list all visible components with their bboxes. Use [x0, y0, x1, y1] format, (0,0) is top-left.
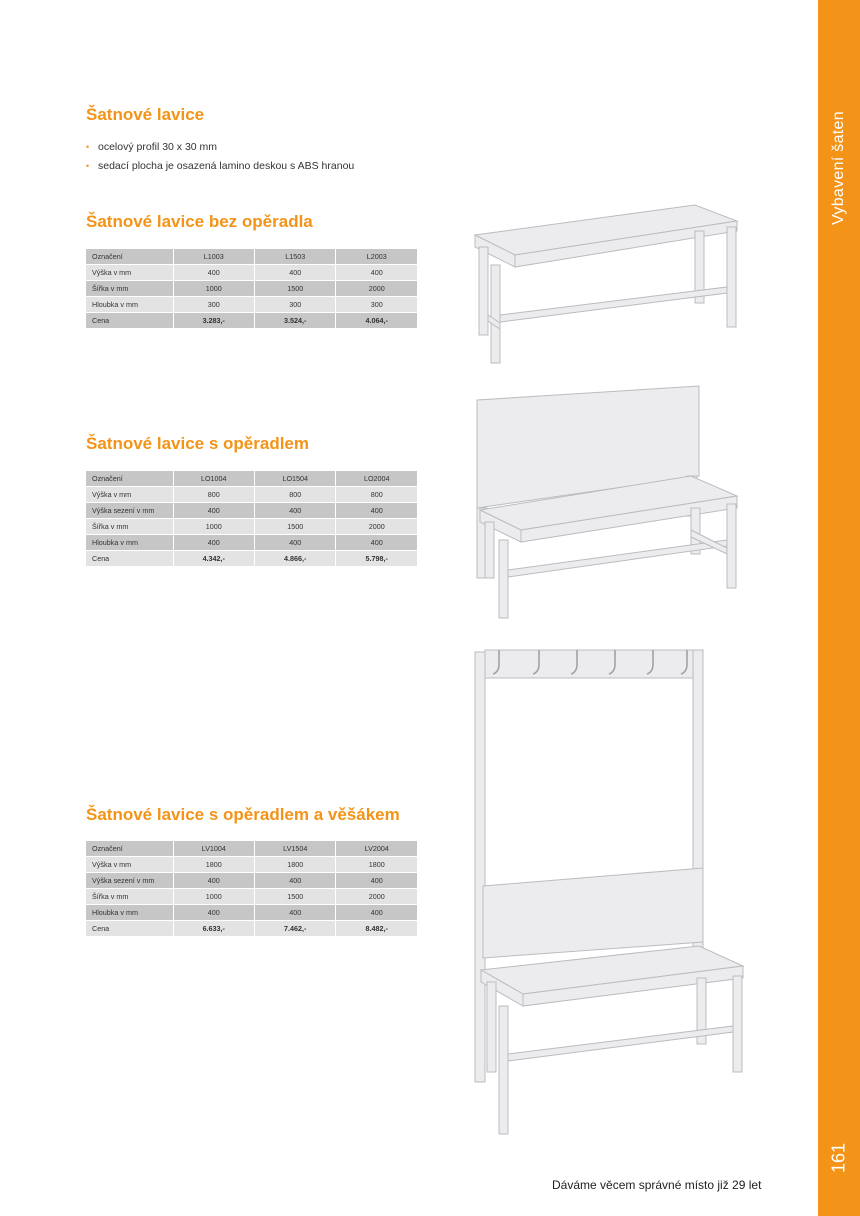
cell: LO2004	[336, 471, 418, 487]
product-title: Šatnové lavice s opěradlem	[86, 434, 309, 453]
bullet-icon: •	[86, 142, 90, 152]
cell: 400	[174, 503, 255, 519]
price-cell: 3.524,-	[255, 313, 336, 329]
cell: LV1504	[255, 841, 336, 857]
row-label: Výška v mm	[86, 487, 174, 503]
cell: LO1004	[174, 471, 255, 487]
bench-with-hanger-image	[465, 640, 750, 1140]
price-cell: 4.342,-	[174, 551, 255, 567]
row-label: Šířka v mm	[86, 519, 174, 535]
row-label: Cena	[86, 313, 174, 329]
table-row	[86, 281, 418, 297]
cell: 1800	[255, 857, 336, 873]
table-row	[86, 857, 418, 873]
cell: 1000	[174, 519, 255, 535]
price-cell: 5.798,-	[336, 551, 418, 567]
cell: 2000	[336, 281, 418, 297]
table-row	[86, 297, 418, 313]
table-row	[86, 551, 418, 567]
feature-item	[86, 138, 354, 157]
cell: 1500	[255, 519, 336, 535]
cell: L1503	[255, 249, 336, 265]
row-label: Výška sezení v mm	[86, 503, 174, 519]
row-label: Označení	[86, 471, 174, 487]
cell: 1000	[174, 889, 255, 905]
cell: 400	[174, 535, 255, 551]
feature-item	[86, 157, 354, 176]
row-label: Hloubka v mm	[86, 535, 174, 551]
table-row	[86, 503, 418, 519]
row-label: Označení	[86, 841, 174, 857]
table-row	[86, 265, 418, 281]
price-cell: 7.462,-	[255, 921, 336, 937]
row-label: Výška v mm	[86, 265, 174, 281]
cell: 800	[336, 487, 418, 503]
price-cell: 6.633,-	[174, 921, 255, 937]
section-title: Vybavení šaten	[830, 111, 847, 225]
cell: 2000	[336, 519, 418, 535]
row-label: Označení	[86, 249, 174, 265]
cell: 1800	[174, 857, 255, 873]
price-cell: 4.064,-	[336, 313, 418, 329]
feature-text: ocelový profil 30 x 30 mm	[98, 141, 218, 153]
product-title: Šatnové lavice bez opěradla	[86, 212, 313, 231]
table-row	[86, 841, 418, 857]
cell: LV2004	[336, 841, 418, 857]
cell: 400	[336, 503, 418, 519]
row-label: Šířka v mm	[86, 889, 174, 905]
cell: 400	[336, 873, 418, 889]
cell: L1003	[174, 249, 255, 265]
cell: 800	[255, 487, 336, 503]
feature-text: sedací plocha je osazená lamino deskou s ABS hranou	[98, 160, 355, 172]
table-row	[86, 889, 418, 905]
table-row	[86, 471, 418, 487]
cell: L2003	[336, 249, 418, 265]
price-cell: 3.283,-	[174, 313, 255, 329]
row-label: Hloubka v mm	[86, 905, 174, 921]
cell: LO1504	[255, 471, 336, 487]
row-label: Výška sezení v mm	[86, 873, 174, 889]
price-cell: 4.866,-	[255, 551, 336, 567]
cell: 1500	[255, 281, 336, 297]
cell: 400	[174, 265, 255, 281]
footer-slogan: Dáváme věcem správné místo již 29 let	[552, 1178, 762, 1192]
feature-list	[86, 138, 354, 176]
cell: LV1004	[174, 841, 255, 857]
cell: 1000	[174, 281, 255, 297]
bench-image	[465, 195, 750, 365]
cell: 400	[255, 873, 336, 889]
table-row	[86, 487, 418, 503]
table-row	[86, 535, 418, 551]
cell: 2000	[336, 889, 418, 905]
cell: 1800	[336, 857, 418, 873]
cell: 400	[336, 905, 418, 921]
row-label: Šířka v mm	[86, 281, 174, 297]
cell: 400	[174, 905, 255, 921]
spec-table	[86, 841, 418, 937]
row-label: Hloubka v mm	[86, 297, 174, 313]
spec-table	[86, 471, 418, 567]
price-cell: 8.482,-	[336, 921, 418, 937]
product-title: Šatnové lavice s opěradlem a věšákem	[86, 805, 400, 824]
cell: 300	[174, 297, 255, 313]
intro-title: Šatnové lavice	[86, 105, 205, 124]
table-row	[86, 921, 418, 937]
cell: 400	[174, 873, 255, 889]
cell: 400	[255, 503, 336, 519]
table-row	[86, 519, 418, 535]
cell: 300	[255, 297, 336, 313]
cell: 400	[255, 535, 336, 551]
row-label: Výška v mm	[86, 857, 174, 873]
cell: 400	[336, 265, 418, 281]
spec-table	[86, 249, 418, 329]
cell: 1500	[255, 889, 336, 905]
table-row	[86, 249, 418, 265]
table-row	[86, 905, 418, 921]
table-row	[86, 313, 418, 329]
page-number: 161	[828, 1142, 849, 1174]
cell: 400	[336, 535, 418, 551]
row-label: Cena	[86, 921, 174, 937]
bullet-icon: •	[86, 161, 90, 171]
bench-with-backrest-image	[465, 380, 750, 620]
cell: 800	[174, 487, 255, 503]
row-label: Cena	[86, 551, 174, 567]
cell: 400	[255, 905, 336, 921]
table-row	[86, 873, 418, 889]
cell: 400	[255, 265, 336, 281]
cell: 300	[336, 297, 418, 313]
